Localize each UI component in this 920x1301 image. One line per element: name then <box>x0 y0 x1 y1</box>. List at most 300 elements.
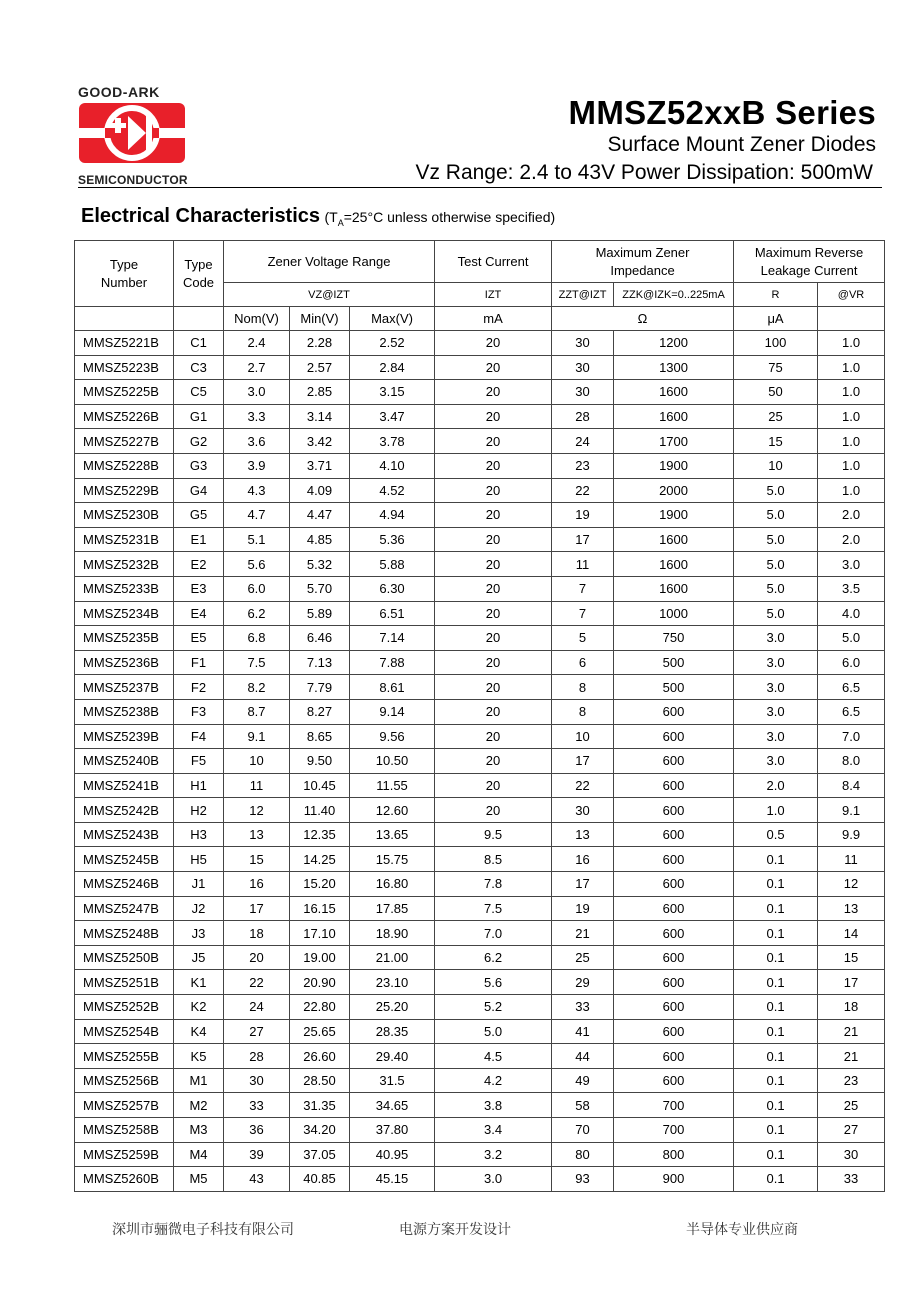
cell-vz-nom: 11 <box>224 773 290 798</box>
cell-zzk: 1600 <box>614 527 734 552</box>
cell-ir: 0.1 <box>734 1019 818 1044</box>
cell-type-code: G1 <box>174 404 224 429</box>
cell-zzk: 600 <box>614 773 734 798</box>
cell-test-current: 20 <box>435 429 552 454</box>
cell-zzt: 30 <box>552 331 614 356</box>
table-row <box>75 995 885 1020</box>
cell-zzt: 22 <box>552 478 614 503</box>
cell-type-number: MMSZ5255B <box>75 1044 174 1069</box>
cell-vz-max: 4.94 <box>350 503 435 528</box>
cell-vz-max: 6.51 <box>350 601 435 626</box>
cell-vr: 7.0 <box>818 724 885 749</box>
cell-vz-nom: 2.4 <box>224 331 290 356</box>
cell-type-number: MMSZ5228B <box>75 453 174 478</box>
cell-zzk: 700 <box>614 1093 734 1118</box>
cell-ir: 0.1 <box>734 945 818 970</box>
cell-vz-min: 31.35 <box>290 1093 350 1118</box>
cell-type-number: MMSZ5238B <box>75 699 174 724</box>
cell-type-code: E3 <box>174 576 224 601</box>
header-type-code: Type Code <box>174 241 224 307</box>
cell-vz-min: 2.85 <box>290 380 350 405</box>
table-row <box>75 1118 885 1143</box>
footer-service: 电源方案开发设计 <box>399 1222 511 1238</box>
table-row <box>75 1167 885 1192</box>
cell-vz-max: 29.40 <box>350 1044 435 1069</box>
cell-zzt: 13 <box>552 822 614 847</box>
table-row <box>75 626 885 651</box>
cell-type-code: F5 <box>174 749 224 774</box>
cell-type-code: M1 <box>174 1068 224 1093</box>
header-vz-at-izt: VZ@IZT <box>224 283 435 307</box>
cell-type-code: E1 <box>174 527 224 552</box>
cell-zzk: 1600 <box>614 576 734 601</box>
cell-ir: 5.0 <box>734 552 818 577</box>
cell-ir: 3.0 <box>734 675 818 700</box>
table-row <box>75 576 885 601</box>
cell-vz-min: 4.47 <box>290 503 350 528</box>
cell-zzk: 700 <box>614 1118 734 1143</box>
cell-vz-nom: 27 <box>224 1019 290 1044</box>
cell-vz-min: 12.35 <box>290 822 350 847</box>
cell-zzk: 500 <box>614 675 734 700</box>
unit-blank <box>818 307 885 331</box>
footer-company: 深圳市骊微电子科技有限公司 <box>112 1222 294 1238</box>
cell-vz-max: 17.85 <box>350 896 435 921</box>
cell-type-number: MMSZ5240B <box>75 749 174 774</box>
header-max-zener-impedance: Maximum Zener Impedance <box>552 241 734 283</box>
cell-ir: 5.0 <box>734 527 818 552</box>
cell-vz-min: 9.50 <box>290 749 350 774</box>
cell-type-code: C3 <box>174 355 224 380</box>
cell-type-number: MMSZ5251B <box>75 970 174 995</box>
cell-type-number: MMSZ5229B <box>75 478 174 503</box>
cell-ir: 3.0 <box>734 749 818 774</box>
cell-type-code: G5 <box>174 503 224 528</box>
cell-zzt: 8 <box>552 699 614 724</box>
cell-vz-min: 25.65 <box>290 1019 350 1044</box>
cell-test-current: 20 <box>435 626 552 651</box>
table-row <box>75 1093 885 1118</box>
cell-type-number: MMSZ5236B <box>75 650 174 675</box>
cell-vr: 9.9 <box>818 822 885 847</box>
cell-vz-nom: 12 <box>224 798 290 823</box>
cell-vr: 14 <box>818 921 885 946</box>
cell-type-number: MMSZ5223B <box>75 355 174 380</box>
table-row <box>75 921 885 946</box>
table-row <box>75 749 885 774</box>
cell-type-number: MMSZ5250B <box>75 945 174 970</box>
cell-zzt: 25 <box>552 945 614 970</box>
cell-ir: 0.5 <box>734 822 818 847</box>
cell-test-current: 3.4 <box>435 1118 552 1143</box>
cell-zzk: 800 <box>614 1142 734 1167</box>
cell-vz-max: 31.5 <box>350 1068 435 1093</box>
cell-test-current: 20 <box>435 355 552 380</box>
cell-ir: 75 <box>734 355 818 380</box>
cell-vr: 30 <box>818 1142 885 1167</box>
cell-vz-min: 4.09 <box>290 478 350 503</box>
cell-type-code: C5 <box>174 380 224 405</box>
cell-vz-nom: 2.7 <box>224 355 290 380</box>
cell-vz-max: 18.90 <box>350 921 435 946</box>
cell-zzk: 1700 <box>614 429 734 454</box>
cell-test-current: 7.0 <box>435 921 552 946</box>
cell-vr: 6.0 <box>818 650 885 675</box>
cell-vz-nom: 9.1 <box>224 724 290 749</box>
cell-type-code: K2 <box>174 995 224 1020</box>
cell-test-current: 20 <box>435 380 552 405</box>
cell-zzk: 600 <box>614 724 734 749</box>
footer-tagline: 半导体专业供应商 <box>686 1222 798 1238</box>
table-row <box>75 478 885 503</box>
cell-vz-nom: 28 <box>224 1044 290 1069</box>
cell-ir: 3.0 <box>734 724 818 749</box>
cell-vz-nom: 15 <box>224 847 290 872</box>
cell-vz-max: 3.47 <box>350 404 435 429</box>
cell-test-current: 20 <box>435 601 552 626</box>
table-row <box>75 552 885 577</box>
cell-zzt: 19 <box>552 503 614 528</box>
cell-vz-min: 22.80 <box>290 995 350 1020</box>
cell-zzt: 30 <box>552 380 614 405</box>
cell-zzt: 7 <box>552 601 614 626</box>
cell-vr: 1.0 <box>818 380 885 405</box>
cell-vz-max: 40.95 <box>350 1142 435 1167</box>
cell-type-code: K1 <box>174 970 224 995</box>
cell-type-code: E2 <box>174 552 224 577</box>
cell-zzk: 600 <box>614 872 734 897</box>
cell-vz-max: 37.80 <box>350 1118 435 1143</box>
cell-vz-min: 16.15 <box>290 896 350 921</box>
cell-zzt: 33 <box>552 995 614 1020</box>
cell-zzt: 29 <box>552 970 614 995</box>
cell-type-number: MMSZ5233B <box>75 576 174 601</box>
cell-vz-min: 28.50 <box>290 1068 350 1093</box>
cell-zzt: 8 <box>552 675 614 700</box>
cell-ir: 0.1 <box>734 1068 818 1093</box>
cell-zzt: 7 <box>552 576 614 601</box>
cell-vr: 3.0 <box>818 552 885 577</box>
table-row <box>75 1142 885 1167</box>
table-row <box>75 773 885 798</box>
cell-zzk: 600 <box>614 822 734 847</box>
cell-zzk: 600 <box>614 847 734 872</box>
cell-vr: 9.1 <box>818 798 885 823</box>
table-row <box>75 970 885 995</box>
cell-vz-min: 26.60 <box>290 1044 350 1069</box>
cell-zzk: 1600 <box>614 552 734 577</box>
cell-zzk: 600 <box>614 995 734 1020</box>
table-row <box>75 429 885 454</box>
cell-vr: 2.0 <box>818 503 885 528</box>
cell-vz-min: 5.89 <box>290 601 350 626</box>
table-row <box>75 1019 885 1044</box>
cell-ir: 0.1 <box>734 995 818 1020</box>
cell-test-current: 20 <box>435 552 552 577</box>
cell-ir: 10 <box>734 453 818 478</box>
cell-type-code: G3 <box>174 453 224 478</box>
cell-type-number: MMSZ5252B <box>75 995 174 1020</box>
cell-vr: 8.0 <box>818 749 885 774</box>
cell-vz-min: 19.00 <box>290 945 350 970</box>
section-heading: Electrical Characteristics <box>81 205 321 227</box>
table-row <box>75 1044 885 1069</box>
cell-test-current: 7.5 <box>435 896 552 921</box>
cell-vz-min: 3.14 <box>290 404 350 429</box>
cell-vr: 11 <box>818 847 885 872</box>
cell-vz-nom: 3.3 <box>224 404 290 429</box>
cell-vr: 12 <box>818 872 885 897</box>
cell-type-number: MMSZ5235B <box>75 626 174 651</box>
company-logo <box>78 84 190 187</box>
cell-vr: 25 <box>818 1093 885 1118</box>
cell-type-number: MMSZ5243B <box>75 822 174 847</box>
cell-ir: 100 <box>734 331 818 356</box>
table-body <box>75 331 885 1192</box>
cell-vz-nom: 20 <box>224 945 290 970</box>
cell-zzt: 58 <box>552 1093 614 1118</box>
cell-type-code: J2 <box>174 896 224 921</box>
cell-type-number: MMSZ5260B <box>75 1167 174 1192</box>
cell-zzt: 30 <box>552 355 614 380</box>
cell-type-number: MMSZ5230B <box>75 503 174 528</box>
cell-test-current: 20 <box>435 798 552 823</box>
cell-zzt: 11 <box>552 552 614 577</box>
unit-ua: μA <box>734 307 818 331</box>
cell-vz-max: 2.84 <box>350 355 435 380</box>
cell-zzt: 6 <box>552 650 614 675</box>
unit-min: Min(V) <box>290 307 350 331</box>
cell-zzt: 49 <box>552 1068 614 1093</box>
table-row <box>75 872 885 897</box>
cell-zzk: 1000 <box>614 601 734 626</box>
cell-zzk: 600 <box>614 1068 734 1093</box>
table-row <box>75 380 885 405</box>
cell-type-code: F2 <box>174 675 224 700</box>
cell-type-number: MMSZ5259B <box>75 1142 174 1167</box>
table-row <box>75 798 885 823</box>
cell-test-current: 8.5 <box>435 847 552 872</box>
table-row <box>75 503 885 528</box>
cell-vz-min: 5.70 <box>290 576 350 601</box>
cell-zzt: 21 <box>552 921 614 946</box>
cell-vz-min: 3.71 <box>290 453 350 478</box>
cell-vr: 23 <box>818 1068 885 1093</box>
cell-test-current: 3.2 <box>435 1142 552 1167</box>
cell-vz-max: 4.10 <box>350 453 435 478</box>
cell-vz-nom: 13 <box>224 822 290 847</box>
cell-test-current: 20 <box>435 773 552 798</box>
section-title <box>81 205 555 228</box>
cell-vr: 6.5 <box>818 699 885 724</box>
table-row <box>75 822 885 847</box>
cell-zzt: 70 <box>552 1118 614 1143</box>
cell-vr: 21 <box>818 1019 885 1044</box>
cell-vz-max: 3.78 <box>350 429 435 454</box>
cell-vz-max: 5.88 <box>350 552 435 577</box>
cell-test-current: 20 <box>435 527 552 552</box>
cell-vz-nom: 3.0 <box>224 380 290 405</box>
cell-zzt: 16 <box>552 847 614 872</box>
cell-type-code: J5 <box>174 945 224 970</box>
table-row <box>75 331 885 356</box>
cell-ir: 25 <box>734 404 818 429</box>
cell-type-number: MMSZ5227B <box>75 429 174 454</box>
cell-ir: 0.1 <box>734 970 818 995</box>
cell-zzk: 750 <box>614 626 734 651</box>
cell-vz-min: 2.28 <box>290 331 350 356</box>
cell-vr: 13 <box>818 896 885 921</box>
cell-zzk: 1900 <box>614 453 734 478</box>
cell-vr: 1.0 <box>818 429 885 454</box>
table-row <box>75 527 885 552</box>
cell-vz-min: 37.05 <box>290 1142 350 1167</box>
cell-vz-max: 13.65 <box>350 822 435 847</box>
cell-vr: 21 <box>818 1044 885 1069</box>
cell-ir: 1.0 <box>734 798 818 823</box>
cell-ir: 3.0 <box>734 650 818 675</box>
table-row <box>75 1068 885 1093</box>
cell-zzk: 600 <box>614 1019 734 1044</box>
cell-test-current: 6.2 <box>435 945 552 970</box>
cell-vz-max: 16.80 <box>350 872 435 897</box>
cell-zzk: 1600 <box>614 404 734 429</box>
cell-type-number: MMSZ5237B <box>75 675 174 700</box>
cell-vz-min: 11.40 <box>290 798 350 823</box>
cell-test-current: 20 <box>435 724 552 749</box>
cell-vz-nom: 4.7 <box>224 503 290 528</box>
cell-vz-max: 7.14 <box>350 626 435 651</box>
header-divider <box>78 187 882 188</box>
cell-vr: 1.0 <box>818 404 885 429</box>
cell-test-current: 3.8 <box>435 1093 552 1118</box>
cell-test-current: 4.5 <box>435 1044 552 1069</box>
cell-vz-min: 8.65 <box>290 724 350 749</box>
cell-type-number: MMSZ5257B <box>75 1093 174 1118</box>
cell-test-current: 20 <box>435 331 552 356</box>
logo-bottom-text: SEMICONDUCTOR <box>78 173 188 187</box>
cell-ir: 0.1 <box>734 1167 818 1192</box>
cell-vz-max: 9.14 <box>350 699 435 724</box>
cell-vr: 5.0 <box>818 626 885 651</box>
cell-zzk: 2000 <box>614 478 734 503</box>
cell-type-number: MMSZ5234B <box>75 601 174 626</box>
cell-vr: 6.5 <box>818 675 885 700</box>
cell-type-code: C1 <box>174 331 224 356</box>
table-row <box>75 945 885 970</box>
cell-type-number: MMSZ5247B <box>75 896 174 921</box>
header-vr: @VR <box>818 283 885 307</box>
cell-vz-min: 34.20 <box>290 1118 350 1143</box>
cell-vz-nom: 7.5 <box>224 650 290 675</box>
cell-vz-nom: 39 <box>224 1142 290 1167</box>
cell-zzt: 17 <box>552 749 614 774</box>
cell-type-code: E4 <box>174 601 224 626</box>
cell-type-number: MMSZ5246B <box>75 872 174 897</box>
cell-test-current: 20 <box>435 749 552 774</box>
cell-type-number: MMSZ5256B <box>75 1068 174 1093</box>
cell-vr: 4.0 <box>818 601 885 626</box>
cell-vz-max: 25.20 <box>350 995 435 1020</box>
cell-type-code: H2 <box>174 798 224 823</box>
cell-test-current: 20 <box>435 650 552 675</box>
logo-top-text: GOOD-ARK <box>78 84 160 100</box>
cell-type-code: G2 <box>174 429 224 454</box>
cell-type-number: MMSZ5245B <box>75 847 174 872</box>
cell-ir: 0.1 <box>734 896 818 921</box>
cell-vz-max: 15.75 <box>350 847 435 872</box>
series-range: Vz Range: 2.4 to 43V Power Dissipation: 500mW <box>415 161 873 184</box>
cell-vz-nom: 6.8 <box>224 626 290 651</box>
cell-vz-nom: 43 <box>224 1167 290 1192</box>
cell-type-code: K4 <box>174 1019 224 1044</box>
table-row <box>75 453 885 478</box>
cell-ir: 15 <box>734 429 818 454</box>
cell-type-number: MMSZ5226B <box>75 404 174 429</box>
cell-type-code: F4 <box>174 724 224 749</box>
cell-type-number: MMSZ5242B <box>75 798 174 823</box>
table-row <box>75 355 885 380</box>
diode-logo-icon <box>78 102 186 164</box>
cell-ir: 5.0 <box>734 601 818 626</box>
cell-vr: 33 <box>818 1167 885 1192</box>
cell-type-code: H3 <box>174 822 224 847</box>
cell-zzk: 500 <box>614 650 734 675</box>
cell-test-current: 20 <box>435 699 552 724</box>
cell-vz-max: 5.36 <box>350 527 435 552</box>
cell-vz-nom: 5.1 <box>224 527 290 552</box>
cell-vz-nom: 5.6 <box>224 552 290 577</box>
cell-zzt: 22 <box>552 773 614 798</box>
cell-vz-max: 9.56 <box>350 724 435 749</box>
table-row <box>75 601 885 626</box>
cell-vz-min: 20.90 <box>290 970 350 995</box>
cell-test-current: 20 <box>435 576 552 601</box>
cell-ir: 3.0 <box>734 699 818 724</box>
cell-ir: 5.0 <box>734 576 818 601</box>
unit-nom: Nom(V) <box>224 307 290 331</box>
cell-type-code: F3 <box>174 699 224 724</box>
unit-blank <box>75 307 174 331</box>
cell-vz-max: 21.00 <box>350 945 435 970</box>
cell-type-code: M5 <box>174 1167 224 1192</box>
cell-test-current: 20 <box>435 453 552 478</box>
series-subtitle: Surface Mount Zener Diodes <box>607 133 876 156</box>
cell-type-number: MMSZ5221B <box>75 331 174 356</box>
unit-max: Max(V) <box>350 307 435 331</box>
series-title: MMSZ52xxB Series <box>568 94 876 131</box>
cell-zzt: 23 <box>552 453 614 478</box>
cell-vz-min: 15.20 <box>290 872 350 897</box>
cell-ir: 0.1 <box>734 921 818 946</box>
cell-zzt: 30 <box>552 798 614 823</box>
cell-vz-nom: 8.2 <box>224 675 290 700</box>
cell-vz-max: 28.35 <box>350 1019 435 1044</box>
unit-blank <box>174 307 224 331</box>
cell-ir: 0.1 <box>734 1093 818 1118</box>
header-ir: R <box>734 283 818 307</box>
unit-ma: mA <box>435 307 552 331</box>
cell-vz-min: 3.42 <box>290 429 350 454</box>
cell-vz-nom: 3.9 <box>224 453 290 478</box>
cell-type-number: MMSZ5254B <box>75 1019 174 1044</box>
cell-test-current: 5.6 <box>435 970 552 995</box>
cell-zzt: 93 <box>552 1167 614 1192</box>
cell-vz-nom: 30 <box>224 1068 290 1093</box>
cell-vr: 1.0 <box>818 453 885 478</box>
table-row <box>75 724 885 749</box>
cell-zzk: 600 <box>614 749 734 774</box>
